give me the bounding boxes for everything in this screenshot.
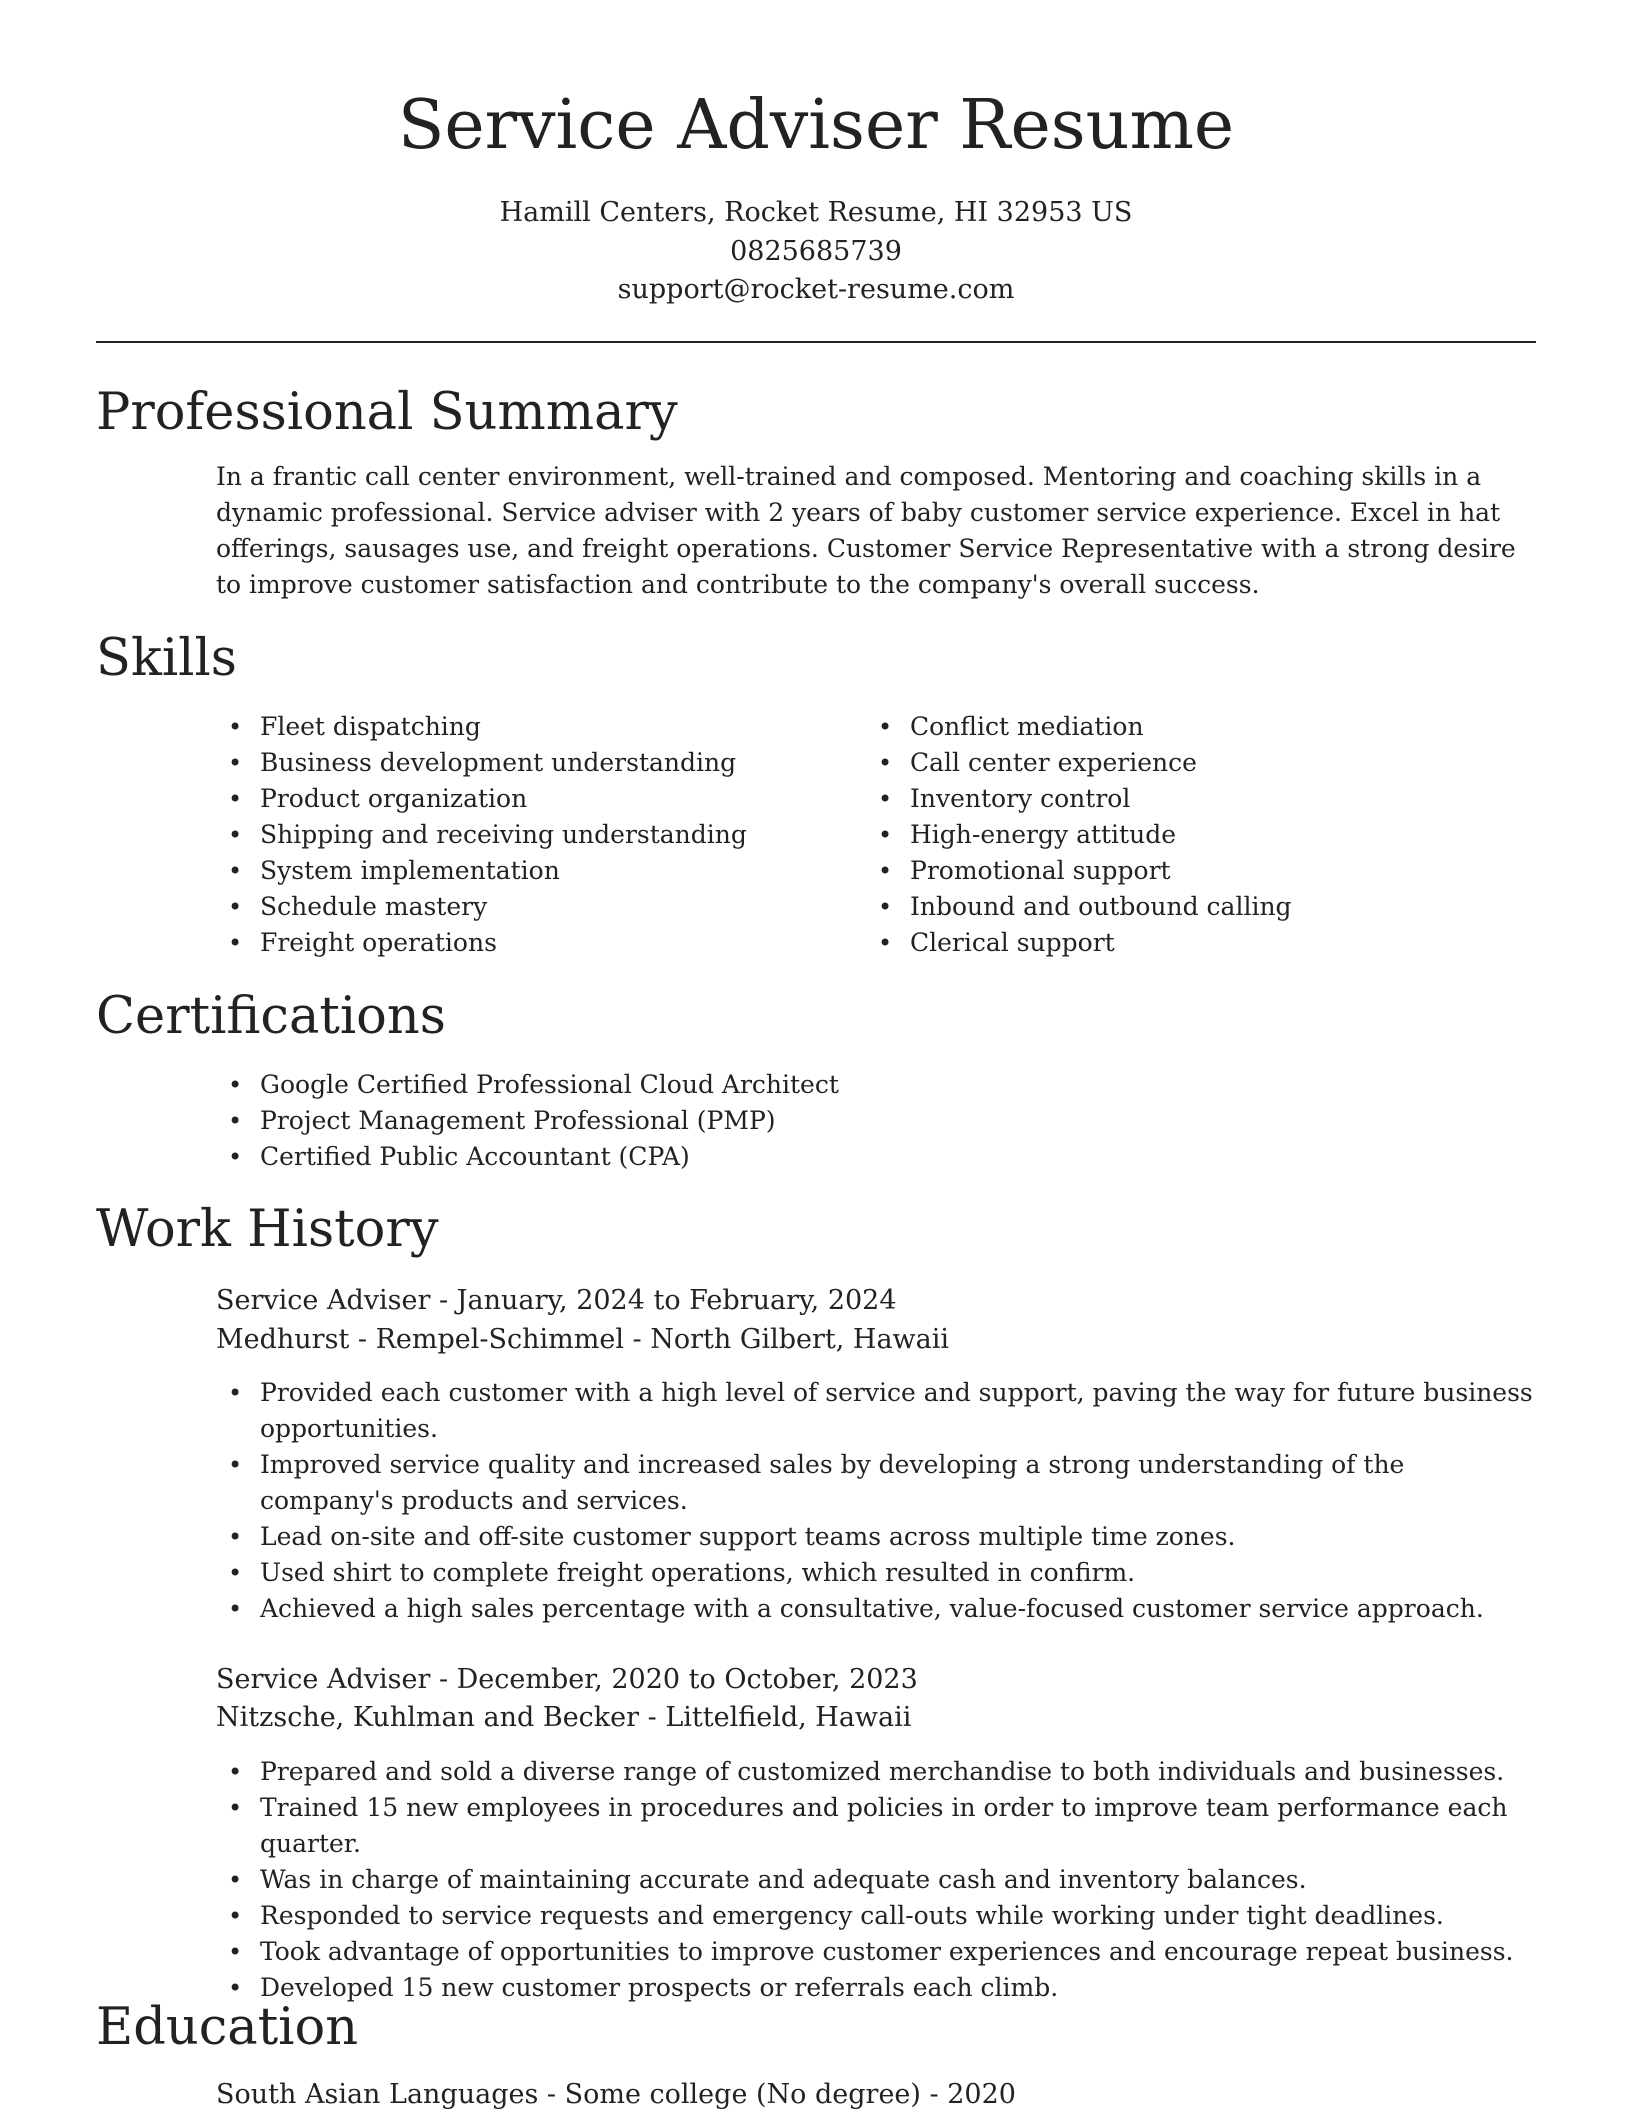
list-item: • Conflict mediation [866, 709, 1536, 745]
list-item: • Freight operations [216, 925, 856, 961]
job-bullets [216, 1754, 1536, 2006]
contact-phone: 0825685739 [730, 235, 902, 267]
skills-heading: Skills [96, 629, 237, 688]
list-item: • Fleet dispatching [216, 709, 856, 745]
list-item: • Business development understanding [216, 745, 856, 781]
list-item: • High-energy attitude [866, 817, 1536, 853]
list-item: • Took advantage of opportunities to improve customer experiences and encourage repeat business. [216, 1934, 1536, 1970]
list-item: • System implementation [216, 853, 856, 889]
contact-address: Hamill Centers, Rocket Resume, HI 32953 US [499, 197, 1133, 228]
job-company-line: Nitzsche, Kuhlman and Becker - Littelfield, Hawaii [216, 1702, 912, 1733]
list-item: • Used shirt to complete freight operations, which resulted in confirm. [216, 1555, 1536, 1591]
list-item: • Was in charge of maintaining accurate and adequate cash and inventory balances. [216, 1862, 1536, 1898]
job-title-line: Service Adviser - January, 2024 to February, 2024 [216, 1285, 897, 1316]
list-item: • Lead on-site and off-site customer support teams across multiple time zones. [216, 1519, 1536, 1555]
list-item: • Schedule mastery [216, 889, 856, 925]
list-item: • Achieved a high sales percentage with a consultative, value-focused customer service approach. [216, 1591, 1536, 1627]
summary-text: In a frantic call center environment, well-trained and composed. Mentoring and coaching skills in a dynamic professional. Service adviser with 2 years of baby customer service experience. Excel in hat offerings, sausages use, and freight operations. Customer Service Representative with a strong desire to improve customer satisfaction and contribute to the company's overall success. [216, 462, 1516, 599]
certifications-list [216, 1067, 1536, 1175]
job-company-line: Medhurst - Rempel-Schimmel - North Gilbert, Hawaii [216, 1324, 950, 1355]
list-item: • Trained 15 new employees in procedures and policies in order to improve team performance each quarter. [216, 1790, 1536, 1862]
skills-list-right [866, 709, 1536, 961]
list-item: • Inbound and outbound calling [866, 889, 1536, 925]
contact-block [96, 194, 1536, 310]
work-history-heading: Work History [96, 1200, 439, 1259]
job-title-line: Service Adviser - December, 2020 to October, 2023 [216, 1664, 918, 1695]
list-item: • Promotional support [866, 853, 1536, 889]
list-item: • Prepared and sold a diverse range of customized merchandise to both individuals and businesses. [216, 1754, 1536, 1790]
list-item: • Inventory control [866, 781, 1536, 817]
skills-list-left [216, 709, 856, 961]
list-item: • Clerical support [866, 925, 1536, 961]
header-divider [96, 341, 1536, 343]
job-bullets [216, 1375, 1536, 1627]
education-entry: South Asian Languages - Some college (No degree) - 2020 [216, 2079, 1016, 2110]
list-item: • Developed 15 new customer prospects or referrals each climb. [216, 1970, 1536, 2006]
list-item: • Provided each customer with a high level of service and support, paving the way for future business opportunities. [216, 1375, 1536, 1447]
list-item: • Responded to service requests and emergency call-outs while working under tight deadlines. [216, 1898, 1536, 1934]
resume-title: Service Adviser Resume [397, 86, 1235, 165]
list-item: • Improved service quality and increased sales by developing a strong understanding of the company's products and services. [216, 1447, 1536, 1519]
summary-heading: Professional Summary [96, 383, 678, 442]
list-item: • Product organization [216, 781, 856, 817]
contact-email: support@rocket-resume.com [617, 274, 1015, 305]
list-item: • Call center experience [866, 745, 1536, 781]
resume-header [96, 84, 1536, 310]
certifications-heading: Certifications [96, 987, 446, 1046]
list-item: • Shipping and receiving understanding [216, 817, 856, 853]
list-item: • Certified Public Accountant (CPA) [216, 1139, 1536, 1175]
list-item: • Google Certified Professional Cloud Architect [216, 1067, 1536, 1103]
list-item: • Project Management Professional (PMP) [216, 1103, 1536, 1139]
education-heading: Education [96, 1998, 359, 2057]
